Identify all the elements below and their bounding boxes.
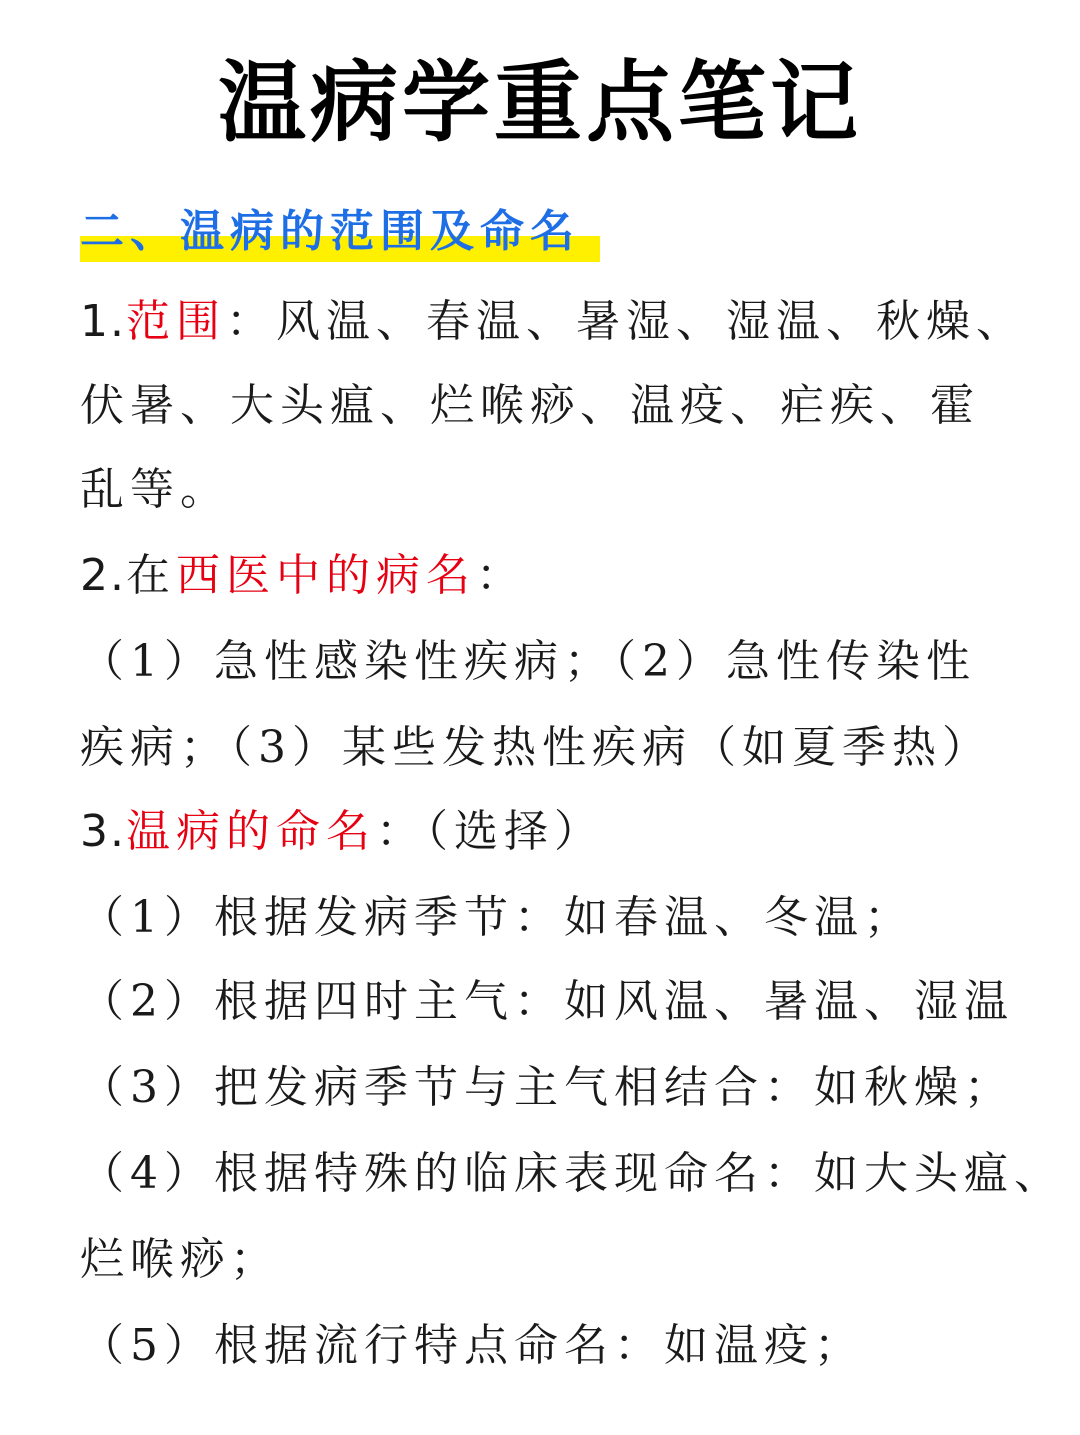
naming-sub-4-cont: 烂喉痧； xyxy=(80,1234,280,1285)
scope-label: 范围 xyxy=(125,296,226,347)
naming-sub-2: （2）根据四时主气：如风温、暑温、湿温 xyxy=(80,976,1014,1027)
western-pre: 在 xyxy=(125,550,176,601)
naming-sub-5: （5）根据流行特点命名：如温疫； xyxy=(80,1320,864,1371)
scope-text-1: 风温、春温、暑湿、湿温、秋燥、 xyxy=(275,296,1026,347)
western-line-1 xyxy=(80,546,526,606)
western-label: 西医中的病名 xyxy=(175,550,476,601)
naming-rest: ：（选择） xyxy=(375,806,604,857)
western-colon: ： xyxy=(475,550,526,601)
western-line-3: 疾病；（3）某些发热性疾病（如夏季热） xyxy=(80,722,992,773)
scope-line-1 xyxy=(80,292,1026,352)
naming-sub-1: （1）根据发病季节：如春温、冬温； xyxy=(80,892,914,943)
section-heading: 二、温病的范围及命名 xyxy=(80,206,580,257)
western-number: 2. xyxy=(80,550,126,601)
naming-sub-4: （4）根据特殊的临床表现命名：如大头瘟、 xyxy=(80,1148,1064,1199)
naming-number: 3. xyxy=(80,806,126,857)
page-title: 温病学重点笔记 xyxy=(217,51,862,154)
naming-sub-3: （3）把发病季节与主气相结合：如秋燥； xyxy=(80,1062,1014,1113)
scope-line-3: 乱等。 xyxy=(80,464,230,515)
scope-colon: ： xyxy=(225,296,276,347)
scope-line-2: 伏暑、大头瘟、烂喉痧、温疫、疟疾、霍 xyxy=(80,380,980,431)
scope-number: 1. xyxy=(80,296,126,347)
naming-label: 温病的命名 xyxy=(125,806,376,857)
naming-line-1 xyxy=(80,802,604,862)
western-line-2: （1）急性感染性疾病；（2）急性传染性 xyxy=(80,636,976,687)
